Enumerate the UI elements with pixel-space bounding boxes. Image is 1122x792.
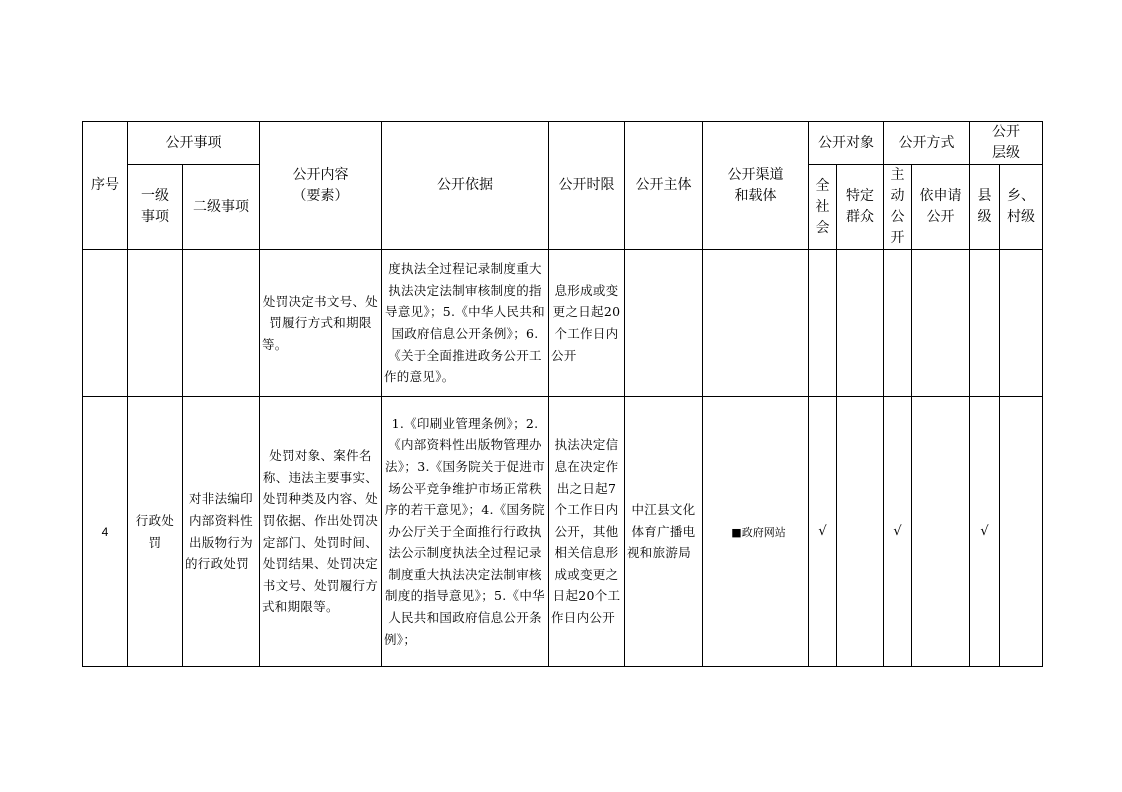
header-method-apply-line1: 依申请 bbox=[919, 188, 962, 204]
header-channel-line2: 和载体 bbox=[734, 187, 777, 204]
cell-obj-specific bbox=[837, 397, 884, 667]
cell-content: 处罚决定书文号、处罚履行方式和期限等。 bbox=[260, 250, 382, 397]
header-content-line2: （要素） bbox=[292, 187, 349, 204]
header-row-1 bbox=[83, 122, 1043, 165]
cell-level-county: √ bbox=[970, 397, 1000, 667]
header-method-apply-line2: 公开 bbox=[926, 209, 955, 225]
header-subject: 公开主体 bbox=[625, 122, 703, 250]
header-channel bbox=[703, 122, 809, 250]
header-channel-line1: 公开渠道 bbox=[727, 166, 784, 183]
header-level-group-line1: 公开 bbox=[992, 124, 1020, 140]
table-row bbox=[83, 397, 1043, 667]
cell-level-township bbox=[1000, 250, 1043, 397]
header-level-group-line2: 层级 bbox=[992, 145, 1020, 161]
cell-method-apply bbox=[912, 397, 970, 667]
cell-time-limit: 息形成或变更之日起20个工作日内公开 bbox=[549, 250, 625, 397]
header-level-county-c2: 级 bbox=[977, 209, 992, 225]
header-obj-all-c2: 社 bbox=[815, 198, 830, 215]
cell-method-active: √ bbox=[884, 397, 912, 667]
cell-level-township bbox=[1000, 397, 1043, 667]
cell-level2 bbox=[183, 250, 260, 397]
header-level-township-line1: 乡、 bbox=[1007, 188, 1035, 204]
cell-content: 处罚对象、案件名称、违法主要事实、处罚种类及内容、处罚依据、作出处罚决定部门、处罚时间、处罚结果、处罚决定书文号、处罚履行方式和期限等。 bbox=[260, 397, 382, 667]
header-level1 bbox=[128, 165, 183, 250]
header-method-active bbox=[884, 165, 912, 250]
header-method-active-c4: 开 bbox=[890, 230, 905, 246]
cell-channel bbox=[703, 250, 809, 397]
cell-level2: 对非法编印内部资料性出版物行为的行政处罚 bbox=[183, 397, 260, 667]
cell-obj-all bbox=[809, 250, 837, 397]
header-obj-all bbox=[809, 165, 837, 250]
header-level-group bbox=[970, 122, 1043, 165]
header-level-township bbox=[1000, 165, 1043, 250]
cell-level1 bbox=[128, 250, 183, 397]
table-row bbox=[83, 250, 1043, 397]
header-level-county bbox=[970, 165, 1000, 250]
header-object-group: 公开对象 bbox=[809, 122, 884, 165]
header-content bbox=[260, 122, 382, 250]
header-level1-line1: 一级 bbox=[141, 188, 169, 204]
cell-level1: 行政处罚 bbox=[128, 397, 183, 667]
header-content-line1: 公开内容 bbox=[292, 166, 349, 183]
cell-obj-specific bbox=[837, 250, 884, 397]
cell-obj-all: √ bbox=[809, 397, 837, 667]
cell-method-apply bbox=[912, 250, 970, 397]
header-method-active-c2: 动 bbox=[890, 188, 905, 204]
cell-channel: ■政府网站 bbox=[703, 397, 809, 667]
header-obj-specific bbox=[837, 165, 884, 250]
header-obj-specific-line1: 特定 bbox=[846, 188, 874, 204]
header-method-apply bbox=[912, 165, 970, 250]
header-basis: 公开依据 bbox=[382, 122, 549, 250]
header-obj-specific-line2: 群众 bbox=[846, 209, 874, 225]
header-level-county-c1: 县 bbox=[977, 188, 992, 204]
cell-seq bbox=[83, 250, 128, 397]
header-level2: 二级事项 bbox=[183, 165, 260, 250]
cell-level-county bbox=[970, 250, 1000, 397]
disclosure-table bbox=[82, 121, 1043, 667]
cell-method-active bbox=[884, 250, 912, 397]
header-obj-all-c3: 会 bbox=[815, 219, 830, 236]
cell-subject bbox=[625, 250, 703, 397]
header-level1-line2: 事项 bbox=[141, 209, 169, 225]
cell-seq: 4 bbox=[83, 397, 128, 667]
cell-time-limit: 执法决定信息在决定作出之日起7个工作日内公开，其他相关信息形成或变更之日起20个工作日内公开 bbox=[549, 397, 625, 667]
cell-basis: 1.《印刷业管理条例》；2.《内部资料性出版物管理办法》；3.《国务院关于促进市场公平竞争维护市场正常秩序的若干意见》；4.《国务院办公厅关于全面推行行政执法公示制度执法全过程记录制度重大执法决定法制审核制度的指导意见》；5.《中华人民共和国政府信息公开条例》； bbox=[382, 397, 549, 667]
header-method-active-c1: 主 bbox=[890, 167, 905, 183]
header-obj-all-c1: 全 bbox=[815, 177, 830, 194]
header-items-group: 公开事项 bbox=[128, 122, 260, 165]
cell-basis: 度执法全过程记录制度重大执法决定法制审核制度的指导意见》；5.《中华人民共和国政府信息公开条例》；6.《关于全面推进政务公开工作的意见》。 bbox=[382, 250, 549, 397]
header-time-limit: 公开时限 bbox=[549, 122, 625, 250]
header-seq: 序号 bbox=[83, 122, 128, 250]
cell-subject: 中江县文化体育广播电视和旅游局 bbox=[625, 397, 703, 667]
header-level-township-line2: 村级 bbox=[1007, 209, 1035, 225]
header-method-group: 公开方式 bbox=[884, 122, 970, 165]
header-method-active-c3: 公 bbox=[890, 209, 905, 225]
